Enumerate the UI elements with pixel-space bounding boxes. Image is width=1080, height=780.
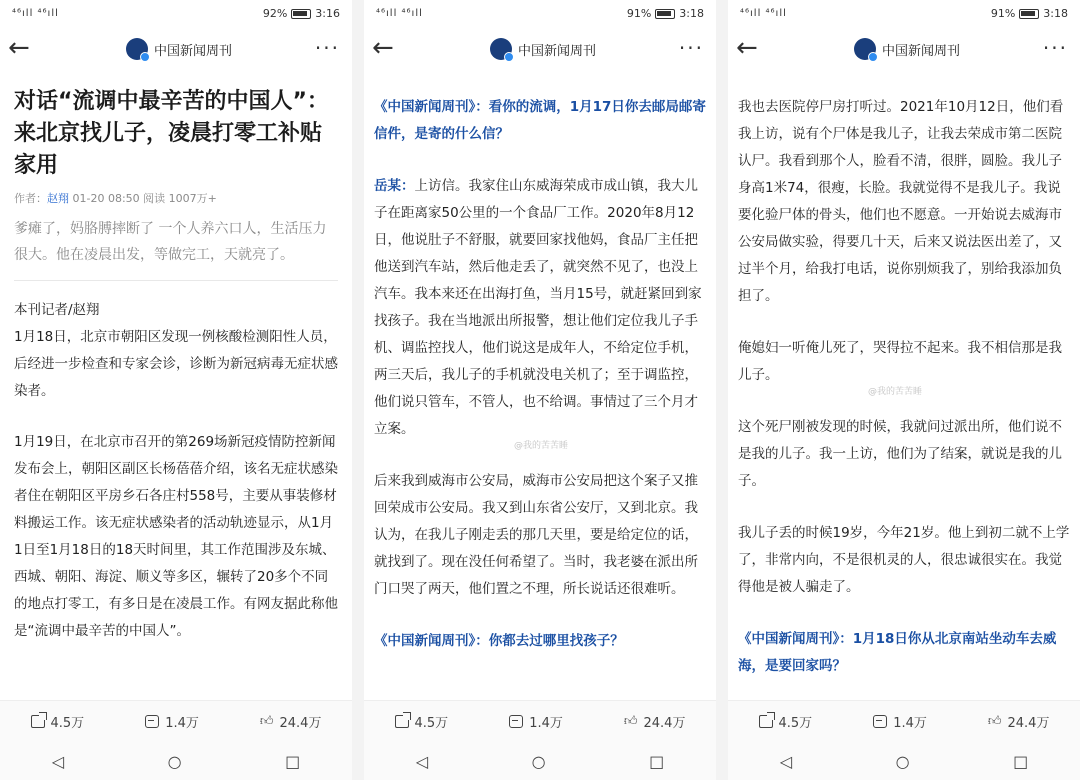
- divider: [352, 0, 364, 780]
- status-bar: [364, 0, 716, 28]
- publisher[interactable]: [490, 38, 596, 60]
- publisher-logo-icon: [126, 38, 148, 60]
- comment-icon: [509, 715, 523, 728]
- publisher-name: 中国新闻周刊: [154, 43, 233, 59]
- battery-icon: [655, 9, 675, 19]
- signal-icon: ⁴⁶ıll ⁴⁶ıll: [12, 8, 59, 19]
- share-icon: [395, 715, 409, 728]
- app-header: [364, 28, 716, 72]
- interview-question: 《中国新闻周刊》：1月18日你从北京南站坐动车去威海，是要回家吗？: [738, 631, 1057, 674]
- comment-count: 1.4万: [529, 716, 563, 731]
- interview-question: 《中国新闻周刊》：你都去过哪里找孩子？: [374, 633, 624, 649]
- back-arrow-icon[interactable]: ←: [736, 33, 758, 63]
- comment-count: 1.4万: [893, 716, 927, 731]
- nav-home-icon[interactable]: ○: [167, 751, 182, 771]
- battery-percent: 92%: [262, 7, 288, 20]
- action-bar: [0, 700, 352, 742]
- thumbs-up-icon: 👍︎: [987, 714, 1002, 729]
- thumbs-up-icon: 👍︎: [623, 714, 638, 729]
- status-bar: [728, 0, 1080, 28]
- comment-button[interactable]: [873, 712, 927, 731]
- speaker-label: 岳某：: [374, 178, 415, 194]
- battery-icon: [291, 9, 311, 19]
- like-count: 24.4万: [1007, 716, 1050, 731]
- share-count: 4.5万: [50, 716, 85, 731]
- like-count: 24.4万: [643, 716, 686, 731]
- author-label: 作者：: [14, 192, 47, 205]
- share-icon: [31, 715, 45, 728]
- battery-fill: [1021, 11, 1035, 16]
- publisher-name: 中国新闻周刊: [882, 43, 961, 59]
- answer-text: 上访信。我家住山东威海荣成市成山镇，我大儿子在距离家50公里的一个食品厂工作。2020年8月12日，他说肚子不舒服，就要回家找他妈，食品厂主任把他送到汽车站，然后他走丢了，就突然不见了，也没上汽车。我本来还在出海打鱼，当月15号，就赶紧回到家找孩子。我在当地派出所报警，想让他们定位我儿子手机、调监控找人，他们说这是成年人，不给定位手机，两三天后，我儿子的手机就没电关机了；至于调监控，他们说只管车，不管人，也不给调。事情过了三个月才立案。: [374, 178, 702, 437]
- battery-percent: 91%: [990, 7, 1016, 20]
- publisher[interactable]: [854, 38, 960, 60]
- share-count: 4.5万: [778, 716, 813, 731]
- action-bar: [728, 700, 1080, 742]
- article-title: 对话“流调中最辛苦的中国人”：来北京找儿子，凌晨打零工补贴家用: [14, 89, 329, 178]
- more-options-icon[interactable]: ···: [314, 36, 340, 60]
- app-header: [728, 28, 1080, 72]
- comment-icon: [145, 715, 159, 728]
- publisher-logo-icon: [490, 38, 512, 60]
- paragraph: 俺媳妇一听俺儿死了，哭得拉不起来。我不相信那是我儿子。: [738, 340, 1062, 383]
- clock: 3:18: [679, 7, 704, 20]
- like-button[interactable]: [988, 712, 1050, 731]
- nav-recent-icon[interactable]: □: [285, 751, 301, 771]
- article-screen-2: [364, 0, 716, 780]
- back-arrow-icon[interactable]: ←: [8, 33, 30, 63]
- nav-back-icon[interactable]: ◁: [51, 751, 65, 771]
- divider: [716, 0, 728, 780]
- paragraph: 本刊记者/赵翔 1月18日，北京市朝阳区发现一例核酸检测阳性人员，后经进一步检查和专家会诊，诊断为新冠病毒无症状感染者。: [14, 302, 338, 399]
- verified-icon: [868, 52, 878, 62]
- publisher-logo-icon: [854, 38, 876, 60]
- paragraph: 这个死尸刚被发现的时候，我就问过派出所，他们说不是我的儿子。我一上访，他们为了结案，就说是我的儿子。: [738, 419, 1062, 489]
- read-count: 阅读 1007万+: [143, 192, 217, 205]
- signal-icon: ⁴⁶ıll ⁴⁶ıll: [376, 8, 423, 19]
- article-body[interactable]: [364, 72, 716, 696]
- comment-button[interactable]: [509, 712, 563, 731]
- article-meta: [14, 190, 338, 206]
- watermark: @我的苦苦睡: [868, 387, 923, 397]
- paragraph: 1月19日，在北京市召开的第269场新冠疫情防控新闻发布会上，朝阳区副区长杨蓓蓓介绍，该名无症状感染者住在朝阳区平房乡石各庄村558号，主要从事装修材料搬运工作。该无症状感染者的活动轨迹显示，从1月1日至1月18日的18天时间里，其工作范围涉及东城、西城、朝阳、海淀、顺义等多区，辗转了20多个不同的地点打零工，有多日是在凌晨工作。有网友据此称他是“流调中最辛苦的中国人”。: [14, 434, 338, 639]
- share-button[interactable]: [31, 712, 85, 731]
- verified-icon: [504, 52, 514, 62]
- system-nav-bar: [0, 742, 352, 780]
- nav-home-icon[interactable]: ○: [531, 751, 546, 771]
- back-arrow-icon[interactable]: ←: [372, 33, 394, 63]
- paragraph: 我儿子丢的时候19岁，今年21岁。他上到初二就不上学了，非常内向，不是很机灵的人，很忠诚很实在。我觉得他是被人骗走了。: [738, 525, 1070, 595]
- paragraph: 我也去医院停尸房打听过。2021年10月12日，他们看我上访，说有个尸体是我儿子，让我去荣成市第二医院认尸。我看到那个人，脸看不清，很胖，圆脸。我儿子身高1米74，很瘦，长脸。我就觉得不是我儿子。我说要化验尸体的骨头，他们也不愿意。一开始说去威海市公安局做实验，得要几十天，后来又说法医出差了，又过半个月，给我打电话，说你别烦我了，别给我添加负担了。: [738, 99, 1064, 304]
- action-bar: [364, 700, 716, 742]
- comment-button[interactable]: [145, 712, 199, 731]
- share-icon: [759, 715, 773, 728]
- watermark: @我的苦苦睡: [514, 441, 569, 451]
- article-screen-3: [728, 0, 1080, 780]
- nav-back-icon[interactable]: ◁: [779, 751, 793, 771]
- paragraph: 后来我到威海市公安局，威海市公安局把这个案子又推回荣成市公安局。我又到山东省公安厅，又到北京。我认为，在我儿子刚走丢的那几天里，要是给定位的话，就找到了。现在没任何希望了。当时，我老婆在派出所门口哭了两天，他们置之不理，所长说话还很难听。: [374, 473, 698, 597]
- verified-icon: [140, 52, 150, 62]
- like-button[interactable]: [260, 712, 322, 731]
- nav-back-icon[interactable]: ◁: [415, 751, 429, 771]
- like-button[interactable]: [624, 712, 686, 731]
- article-screen-1: [0, 0, 352, 780]
- share-button[interactable]: [759, 712, 813, 731]
- clock: 3:16: [315, 7, 340, 20]
- signal-icon: ⁴⁶ıll ⁴⁶ıll: [740, 8, 787, 19]
- share-count: 4.5万: [414, 716, 449, 731]
- share-button[interactable]: [395, 712, 449, 731]
- article-body[interactable]: [728, 72, 1080, 696]
- publisher[interactable]: [126, 38, 232, 60]
- battery-fill: [657, 11, 671, 16]
- clock: 3:18: [1043, 7, 1068, 20]
- author-link[interactable]: 赵翔: [47, 192, 69, 205]
- comment-icon: [873, 715, 887, 728]
- system-nav-bar: [728, 742, 1080, 780]
- nav-recent-icon[interactable]: □: [649, 751, 665, 771]
- nav-home-icon[interactable]: ○: [895, 751, 910, 771]
- thumbs-up-icon: 👍︎: [259, 714, 274, 729]
- interview-answer: [374, 173, 706, 443]
- more-options-icon[interactable]: ···: [678, 36, 704, 60]
- battery-icon: [1019, 9, 1039, 19]
- nav-recent-icon[interactable]: □: [1013, 751, 1029, 771]
- more-options-icon[interactable]: ···: [1042, 36, 1068, 60]
- comment-count: 1.4万: [165, 716, 199, 731]
- like-count: 24.4万: [279, 716, 322, 731]
- battery-fill: [293, 11, 307, 16]
- app-header: [0, 28, 352, 72]
- article-summary: 爹瘫了，妈胳膊摔断了 一个人养六口人，生活压力很大。他在凌晨出发，等做完工，天就亮了。: [14, 216, 338, 281]
- status-bar: [0, 0, 352, 28]
- battery-percent: 91%: [626, 7, 652, 20]
- article-body[interactable]: [0, 72, 352, 696]
- system-nav-bar: [364, 742, 716, 780]
- publisher-name: 中国新闻周刊: [518, 43, 597, 59]
- publish-date: 01-20 08:50: [72, 192, 140, 205]
- interview-question: 《中国新闻周刊》：看你的流调，1月17日你去邮局邮寄信件，是寄的什么信？: [374, 99, 706, 142]
